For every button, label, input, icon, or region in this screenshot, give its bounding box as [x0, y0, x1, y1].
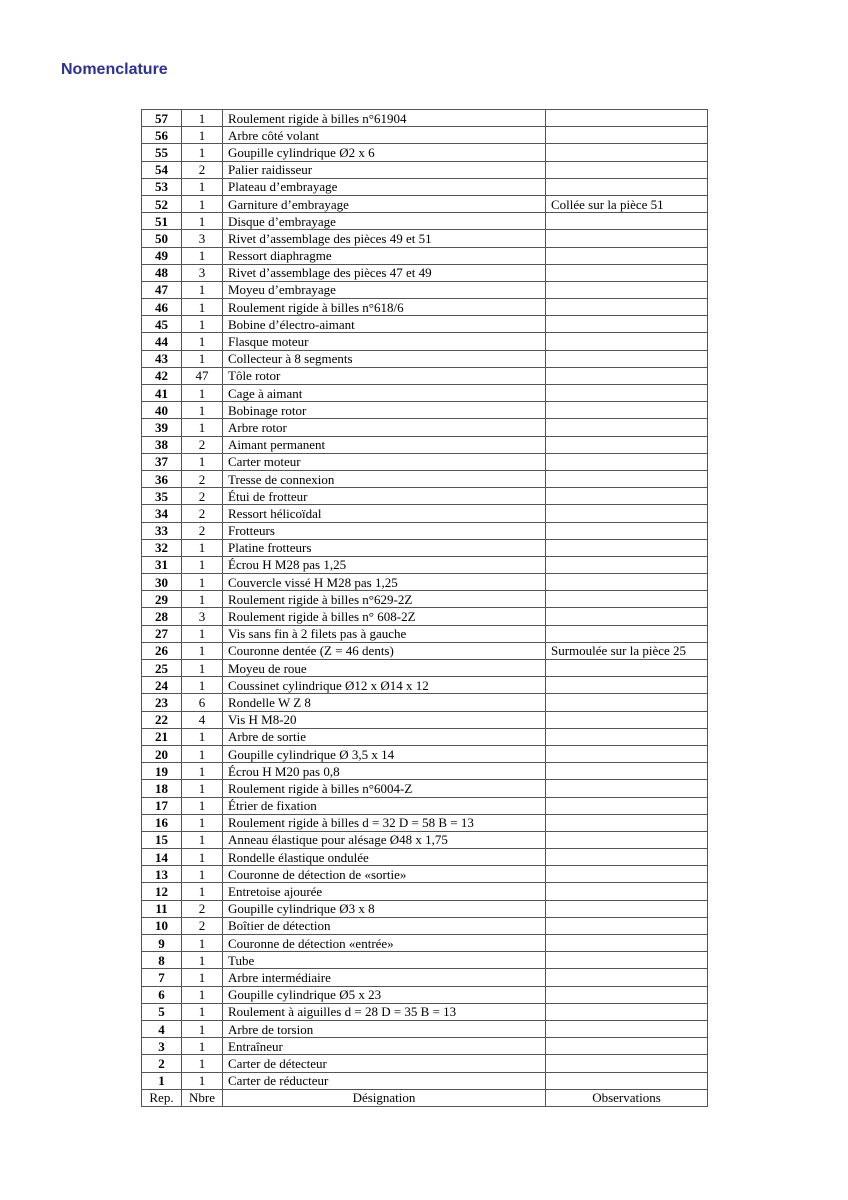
cell-observations	[546, 453, 708, 470]
table-row	[142, 952, 708, 969]
cell-observations	[546, 660, 708, 677]
cell-observations	[546, 213, 708, 230]
cell-designation: Palier raidisseur	[223, 161, 546, 178]
cell-rep: 2	[142, 1055, 182, 1072]
cell-rep: 3	[142, 1038, 182, 1055]
cell-nbre: 1	[182, 1055, 223, 1072]
cell-nbre: 1	[182, 178, 223, 195]
cell-nbre: 1	[182, 986, 223, 1003]
cell-rep: 19	[142, 763, 182, 780]
cell-observations	[546, 917, 708, 934]
cell-designation: Couronne dentée (Z = 46 dents)	[223, 642, 546, 659]
cell-nbre: 1	[182, 625, 223, 642]
cell-nbre: 1	[182, 866, 223, 883]
column-header-rep: Rep.	[142, 1089, 182, 1106]
cell-nbre: 1	[182, 952, 223, 969]
cell-observations	[546, 230, 708, 247]
cell-rep: 34	[142, 505, 182, 522]
cell-observations	[546, 745, 708, 762]
cell-designation: Arbre de torsion	[223, 1020, 546, 1037]
cell-designation: Collecteur à 8 segments	[223, 350, 546, 367]
table-row	[142, 797, 708, 814]
table-row	[142, 745, 708, 762]
cell-observations	[546, 591, 708, 608]
table-row	[142, 385, 708, 402]
cell-rep: 16	[142, 814, 182, 831]
cell-designation: Cage à aimant	[223, 385, 546, 402]
cell-designation: Rivet d’assemblage des pièces 49 et 51	[223, 230, 546, 247]
cell-designation: Goupille cylindrique Ø3 x 8	[223, 900, 546, 917]
cell-designation: Plateau d’embrayage	[223, 178, 546, 195]
cell-designation: Platine frotteurs	[223, 539, 546, 556]
cell-nbre: 1	[182, 402, 223, 419]
table-row	[142, 178, 708, 195]
cell-designation: Carter de détecteur	[223, 1055, 546, 1072]
table-row	[142, 1055, 708, 1072]
cell-designation: Goupille cylindrique Ø 3,5 x 14	[223, 745, 546, 762]
table-row	[142, 350, 708, 367]
table-row	[142, 883, 708, 900]
cell-rep: 9	[142, 935, 182, 952]
cell-nbre: 1	[182, 213, 223, 230]
cell-nbre: 1	[182, 591, 223, 608]
cell-observations	[546, 367, 708, 384]
cell-rep: 11	[142, 900, 182, 917]
cell-nbre: 1	[182, 316, 223, 333]
cell-designation: Vis H M8-20	[223, 711, 546, 728]
cell-designation: Aimant permanent	[223, 436, 546, 453]
table-row	[142, 264, 708, 281]
cell-rep: 52	[142, 195, 182, 212]
cell-rep: 1	[142, 1072, 182, 1089]
table-row	[142, 161, 708, 178]
table-row	[142, 591, 708, 608]
cell-nbre: 1	[182, 453, 223, 470]
cell-nbre: 3	[182, 264, 223, 281]
cell-designation: Moyeu de roue	[223, 660, 546, 677]
table-row	[142, 814, 708, 831]
table-row	[142, 831, 708, 848]
cell-observations	[546, 608, 708, 625]
table-row	[142, 986, 708, 1003]
cell-observations	[546, 866, 708, 883]
cell-designation: Arbre rotor	[223, 419, 546, 436]
cell-nbre: 1	[182, 144, 223, 161]
cell-designation: Étui de frotteur	[223, 488, 546, 505]
cell-designation: Vis sans fin à 2 filets pas à gauche	[223, 625, 546, 642]
cell-nbre: 2	[182, 470, 223, 487]
cell-observations	[546, 470, 708, 487]
table-row	[142, 213, 708, 230]
cell-observations	[546, 264, 708, 281]
cell-nbre: 1	[182, 814, 223, 831]
cell-rep: 6	[142, 986, 182, 1003]
cell-designation: Coussinet cylindrique Ø12 x Ø14 x 12	[223, 677, 546, 694]
cell-observations	[546, 436, 708, 453]
table-row	[142, 1020, 708, 1037]
cell-nbre: 2	[182, 436, 223, 453]
cell-nbre: 1	[182, 539, 223, 556]
cell-observations	[546, 299, 708, 316]
cell-nbre: 1	[182, 299, 223, 316]
cell-nbre: 4	[182, 711, 223, 728]
cell-designation: Boîtier de détection	[223, 917, 546, 934]
cell-designation: Tube	[223, 952, 546, 969]
cell-nbre: 1	[182, 127, 223, 144]
cell-nbre: 1	[182, 677, 223, 694]
table-row	[142, 642, 708, 659]
cell-nbre: 1	[182, 969, 223, 986]
cell-rep: 24	[142, 677, 182, 694]
cell-nbre: 2	[182, 900, 223, 917]
cell-observations	[546, 1055, 708, 1072]
cell-observations	[546, 935, 708, 952]
cell-observations	[546, 281, 708, 298]
cell-observations	[546, 247, 708, 264]
cell-rep: 41	[142, 385, 182, 402]
cell-designation: Arbre intermédiaire	[223, 969, 546, 986]
cell-observations	[546, 505, 708, 522]
cell-observations	[546, 1038, 708, 1055]
cell-designation: Roulement rigide à billes d = 32 D = 58 B = 13	[223, 814, 546, 831]
cell-observations	[546, 797, 708, 814]
cell-observations	[546, 986, 708, 1003]
cell-designation: Arbre de sortie	[223, 728, 546, 745]
cell-observations	[546, 952, 708, 969]
cell-rep: 37	[142, 453, 182, 470]
cell-designation: Couronne de détection de «sortie»	[223, 866, 546, 883]
table-row	[142, 625, 708, 642]
cell-rep: 17	[142, 797, 182, 814]
cell-designation: Anneau élastique pour alésage Ø48 x 1,75	[223, 831, 546, 848]
cell-rep: 39	[142, 419, 182, 436]
cell-rep: 22	[142, 711, 182, 728]
cell-designation: Ressort hélicoïdal	[223, 505, 546, 522]
cell-rep: 45	[142, 316, 182, 333]
table-row	[142, 144, 708, 161]
cell-rep: 20	[142, 745, 182, 762]
cell-designation: Entretoise ajourée	[223, 883, 546, 900]
cell-nbre: 2	[182, 488, 223, 505]
column-header-observations: Observations	[546, 1089, 708, 1106]
cell-rep: 43	[142, 350, 182, 367]
table-row	[142, 453, 708, 470]
table-row	[142, 694, 708, 711]
cell-nbre: 1	[182, 281, 223, 298]
cell-nbre: 3	[182, 608, 223, 625]
cell-rep: 4	[142, 1020, 182, 1037]
table-row	[142, 505, 708, 522]
table-row	[142, 935, 708, 952]
cell-nbre: 1	[182, 110, 223, 127]
cell-rep: 50	[142, 230, 182, 247]
cell-designation: Rivet d’assemblage des pièces 47 et 49	[223, 264, 546, 281]
cell-rep: 15	[142, 831, 182, 848]
cell-rep: 23	[142, 694, 182, 711]
cell-observations	[546, 419, 708, 436]
cell-nbre: 1	[182, 780, 223, 797]
cell-observations	[546, 127, 708, 144]
page-title: Nomenclature	[61, 61, 168, 78]
cell-rep: 35	[142, 488, 182, 505]
cell-designation: Roulement rigide à billes n°629-2Z	[223, 591, 546, 608]
cell-rep: 53	[142, 178, 182, 195]
cell-observations	[546, 110, 708, 127]
cell-nbre: 1	[182, 333, 223, 350]
cell-rep: 33	[142, 522, 182, 539]
cell-rep: 30	[142, 574, 182, 591]
cell-observations	[546, 677, 708, 694]
cell-nbre: 1	[182, 831, 223, 848]
cell-designation: Goupille cylindrique Ø5 x 23	[223, 986, 546, 1003]
cell-observations	[546, 625, 708, 642]
cell-observations	[546, 763, 708, 780]
cell-nbre: 1	[182, 247, 223, 264]
table-row	[142, 711, 708, 728]
cell-observations	[546, 831, 708, 848]
cell-nbre: 1	[182, 350, 223, 367]
cell-designation: Roulement rigide à billes n°6004-Z	[223, 780, 546, 797]
cell-designation: Couronne de détection «entrée»	[223, 935, 546, 952]
cell-rep: 55	[142, 144, 182, 161]
cell-observations	[546, 780, 708, 797]
table-row	[142, 728, 708, 745]
cell-nbre: 1	[182, 419, 223, 436]
cell-observations	[546, 900, 708, 917]
cell-observations	[546, 522, 708, 539]
cell-rep: 36	[142, 470, 182, 487]
cell-observations	[546, 350, 708, 367]
cell-observations	[546, 849, 708, 866]
table-row	[142, 556, 708, 573]
cell-rep: 27	[142, 625, 182, 642]
cell-nbre: 1	[182, 574, 223, 591]
cell-nbre: 1	[182, 883, 223, 900]
table-row	[142, 488, 708, 505]
table-row	[142, 333, 708, 350]
table-row	[142, 470, 708, 487]
cell-nbre: 6	[182, 694, 223, 711]
cell-rep: 47	[142, 281, 182, 298]
table-row	[142, 281, 708, 298]
cell-observations	[546, 883, 708, 900]
cell-rep: 46	[142, 299, 182, 316]
cell-observations	[546, 539, 708, 556]
table-row	[142, 402, 708, 419]
table-row	[142, 780, 708, 797]
cell-nbre: 1	[182, 556, 223, 573]
cell-nbre: 3	[182, 230, 223, 247]
cell-designation: Étrier de fixation	[223, 797, 546, 814]
cell-nbre: 1	[182, 849, 223, 866]
table-row	[142, 230, 708, 247]
table-row	[142, 917, 708, 934]
cell-observations	[546, 814, 708, 831]
cell-nbre: 1	[182, 1003, 223, 1020]
cell-nbre: 2	[182, 917, 223, 934]
cell-designation: Flasque moteur	[223, 333, 546, 350]
cell-rep: 5	[142, 1003, 182, 1020]
cell-rep: 38	[142, 436, 182, 453]
cell-designation: Frotteurs	[223, 522, 546, 539]
cell-nbre: 1	[182, 1072, 223, 1089]
cell-rep: 42	[142, 367, 182, 384]
table-row	[142, 436, 708, 453]
cell-designation: Arbre côté volant	[223, 127, 546, 144]
table-row	[142, 110, 708, 127]
cell-rep: 56	[142, 127, 182, 144]
cell-rep: 26	[142, 642, 182, 659]
cell-designation: Roulement rigide à billes n° 608-2Z	[223, 608, 546, 625]
cell-observations	[546, 161, 708, 178]
cell-designation: Goupille cylindrique Ø2 x 6	[223, 144, 546, 161]
cell-designation: Bobinage rotor	[223, 402, 546, 419]
cell-observations	[546, 574, 708, 591]
cell-rep: 7	[142, 969, 182, 986]
table-row	[142, 419, 708, 436]
cell-nbre: 1	[182, 1020, 223, 1037]
cell-nbre: 2	[182, 505, 223, 522]
table-row	[142, 195, 708, 212]
cell-rep: 57	[142, 110, 182, 127]
cell-rep: 29	[142, 591, 182, 608]
cell-observations	[546, 488, 708, 505]
cell-nbre: 1	[182, 935, 223, 952]
cell-observations	[546, 694, 708, 711]
cell-rep: 32	[142, 539, 182, 556]
cell-designation: Couvercle vissé H M28 pas 1,25	[223, 574, 546, 591]
cell-nbre: 1	[182, 745, 223, 762]
cell-designation: Rondelle élastique ondulée	[223, 849, 546, 866]
cell-observations	[546, 144, 708, 161]
cell-rep: 10	[142, 917, 182, 934]
table-row	[142, 247, 708, 264]
table-row	[142, 677, 708, 694]
table-row	[142, 539, 708, 556]
table-row	[142, 127, 708, 144]
table-row	[142, 1038, 708, 1055]
cell-designation: Roulement rigide à billes n°61904	[223, 110, 546, 127]
cell-designation: Entraîneur	[223, 1038, 546, 1055]
cell-designation: Carter de réducteur	[223, 1072, 546, 1089]
cell-rep: 25	[142, 660, 182, 677]
cell-designation: Roulement à aiguilles d = 28 D = 35 B = 13	[223, 1003, 546, 1020]
cell-designation: Moyeu d’embrayage	[223, 281, 546, 298]
cell-designation: Écrou H M20 pas 0,8	[223, 763, 546, 780]
table-row	[142, 900, 708, 917]
cell-observations	[546, 178, 708, 195]
cell-rep: 8	[142, 952, 182, 969]
cell-designation: Garniture d’embrayage	[223, 195, 546, 212]
cell-observations	[546, 402, 708, 419]
table-row	[142, 866, 708, 883]
cell-designation: Écrou H M28 pas 1,25	[223, 556, 546, 573]
cell-rep: 51	[142, 213, 182, 230]
cell-nbre: 1	[182, 195, 223, 212]
cell-observations	[546, 969, 708, 986]
cell-nbre: 1	[182, 1038, 223, 1055]
table-row	[142, 1003, 708, 1020]
cell-designation: Tresse de connexion	[223, 470, 546, 487]
cell-nbre: 1	[182, 385, 223, 402]
table-row	[142, 316, 708, 333]
table-row	[142, 969, 708, 986]
cell-observations	[546, 1020, 708, 1037]
cell-observations	[546, 728, 708, 745]
table-row	[142, 574, 708, 591]
cell-nbre: 47	[182, 367, 223, 384]
cell-designation: Bobine d’électro-aimant	[223, 316, 546, 333]
cell-rep: 13	[142, 866, 182, 883]
cell-observations: Collée sur la pièce 51	[546, 195, 708, 212]
cell-rep: 31	[142, 556, 182, 573]
cell-rep: 14	[142, 849, 182, 866]
cell-observations: Surmoulée sur la pièce 25	[546, 642, 708, 659]
table-row	[142, 660, 708, 677]
column-header-designation: Désignation	[223, 1089, 546, 1106]
cell-observations	[546, 1003, 708, 1020]
cell-rep: 40	[142, 402, 182, 419]
cell-rep: 48	[142, 264, 182, 281]
cell-observations	[546, 1072, 708, 1089]
table-row	[142, 1072, 708, 1089]
cell-observations	[546, 316, 708, 333]
table-row	[142, 849, 708, 866]
table-row	[142, 763, 708, 780]
cell-nbre: 1	[182, 660, 223, 677]
cell-designation: Rondelle W Z 8	[223, 694, 546, 711]
cell-nbre: 1	[182, 642, 223, 659]
cell-rep: 28	[142, 608, 182, 625]
cell-nbre: 2	[182, 522, 223, 539]
cell-nbre: 1	[182, 728, 223, 745]
table-row	[142, 522, 708, 539]
table-row	[142, 367, 708, 384]
cell-designation: Tôle rotor	[223, 367, 546, 384]
table-row	[142, 608, 708, 625]
cell-designation: Roulement rigide à billes n°618/6	[223, 299, 546, 316]
cell-rep: 12	[142, 883, 182, 900]
cell-rep: 54	[142, 161, 182, 178]
table-header-row	[142, 1089, 708, 1106]
cell-rep: 44	[142, 333, 182, 350]
table-row	[142, 299, 708, 316]
cell-rep: 18	[142, 780, 182, 797]
cell-nbre: 1	[182, 763, 223, 780]
cell-nbre: 2	[182, 161, 223, 178]
cell-observations	[546, 556, 708, 573]
cell-rep: 21	[142, 728, 182, 745]
cell-observations	[546, 385, 708, 402]
cell-observations	[546, 711, 708, 728]
cell-nbre: 1	[182, 797, 223, 814]
cell-designation: Ressort diaphragme	[223, 247, 546, 264]
nomenclature-table	[141, 109, 708, 1107]
cell-rep: 49	[142, 247, 182, 264]
cell-observations	[546, 333, 708, 350]
cell-designation: Carter moteur	[223, 453, 546, 470]
cell-designation: Disque d’embrayage	[223, 213, 546, 230]
column-header-nbre: Nbre	[182, 1089, 223, 1106]
